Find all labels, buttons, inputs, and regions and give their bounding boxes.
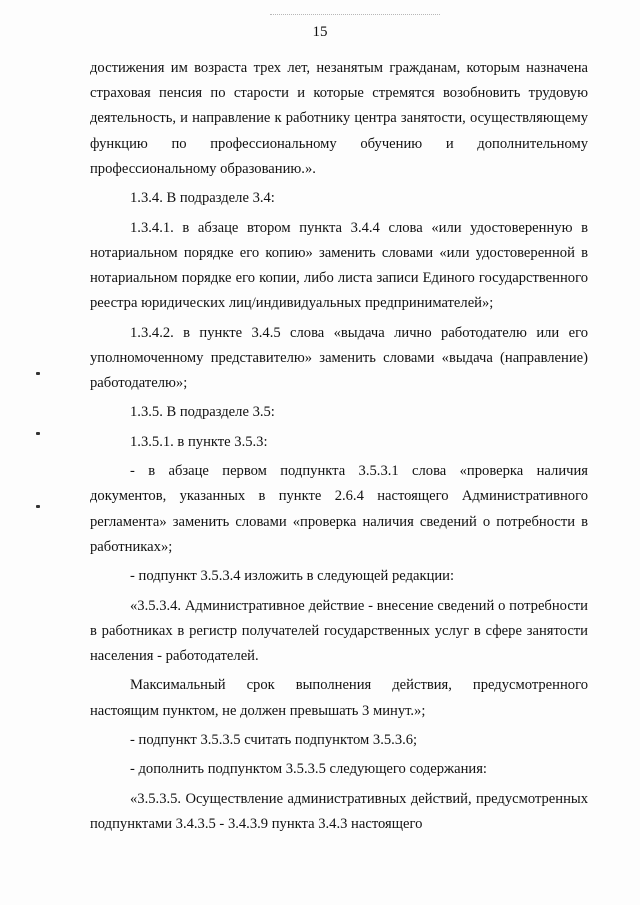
paragraph: достижения им возраста трех лет, незанятым гражданам, которым назначена страховая пенсия по старости и которые стремятся возобновить трудовую деятельность, и направление к работнику центра занятости, осуществляющему функцию по профессиональному обучению и дополнительному профессиональному образованию.». [90, 60, 588, 177]
page-number: 15 [312, 24, 328, 40]
paragraph: «3.5.3.4. Административное действие - внесение сведений о потребности в работниках в регистр получателей государственных услуг в сфере занятости населения - работодателей. [90, 597, 588, 664]
document-body [90, 56, 588, 837]
paragraph: - дополнить подпунктом 3.5.3.5 следующего содержания: [130, 761, 487, 778]
paragraph: 1.3.5. В подразделе 3.5: [130, 404, 275, 421]
paragraph: Максимальный срок выполнения действия, предусмотренного настоящим пунктом, не должен превышать 3 минут.»; [90, 677, 588, 719]
paragraph: 1.3.5.1. в пункте 3.5.3: [130, 433, 268, 450]
paragraph: - в абзаце первом подпункта 3.5.3.1 слова «проверка наличия документов, указанных в пункте 2.6.4 настоящего Административного регламента» заменить словами «проверка наличия сведений о потребности в работниках»; [90, 463, 588, 555]
scan-mark [36, 505, 40, 508]
paragraph: - подпункт 3.5.3.5 считать подпунктом 3.5.3.6; [130, 731, 418, 748]
scan-mark [36, 432, 40, 435]
paragraph: 1.3.4. В подразделе 3.4: [130, 190, 275, 207]
paragraph: - подпункт 3.5.3.4 изложить в следующей редакции: [130, 568, 455, 585]
paragraph: «3.5.3.5. Осуществление административных действий, предусмотренных подпунктами 3.4.3.5 - 3.4.3.9 пункта 3.4.3 настоящего [90, 790, 588, 832]
paragraph: 1.3.4.1. в абзаце втором пункта 3.4.4 слова «или удостоверенную в нотариальном порядке его копию» заменить словами «или удостоверенной в нотариальном порядке его копии, либо листа записи Единого государственного реестра юридических лиц/индивидуальных предпринимателей»; [90, 219, 588, 312]
paragraph: 1.3.4.2. в пункте 3.4.5 слова «выдача лично работодателю или его уполномоченному представителю» заменить словами «выдача (направление) работодателю»; [90, 324, 588, 391]
scan-artifact [270, 14, 440, 21]
scan-mark [36, 372, 40, 375]
